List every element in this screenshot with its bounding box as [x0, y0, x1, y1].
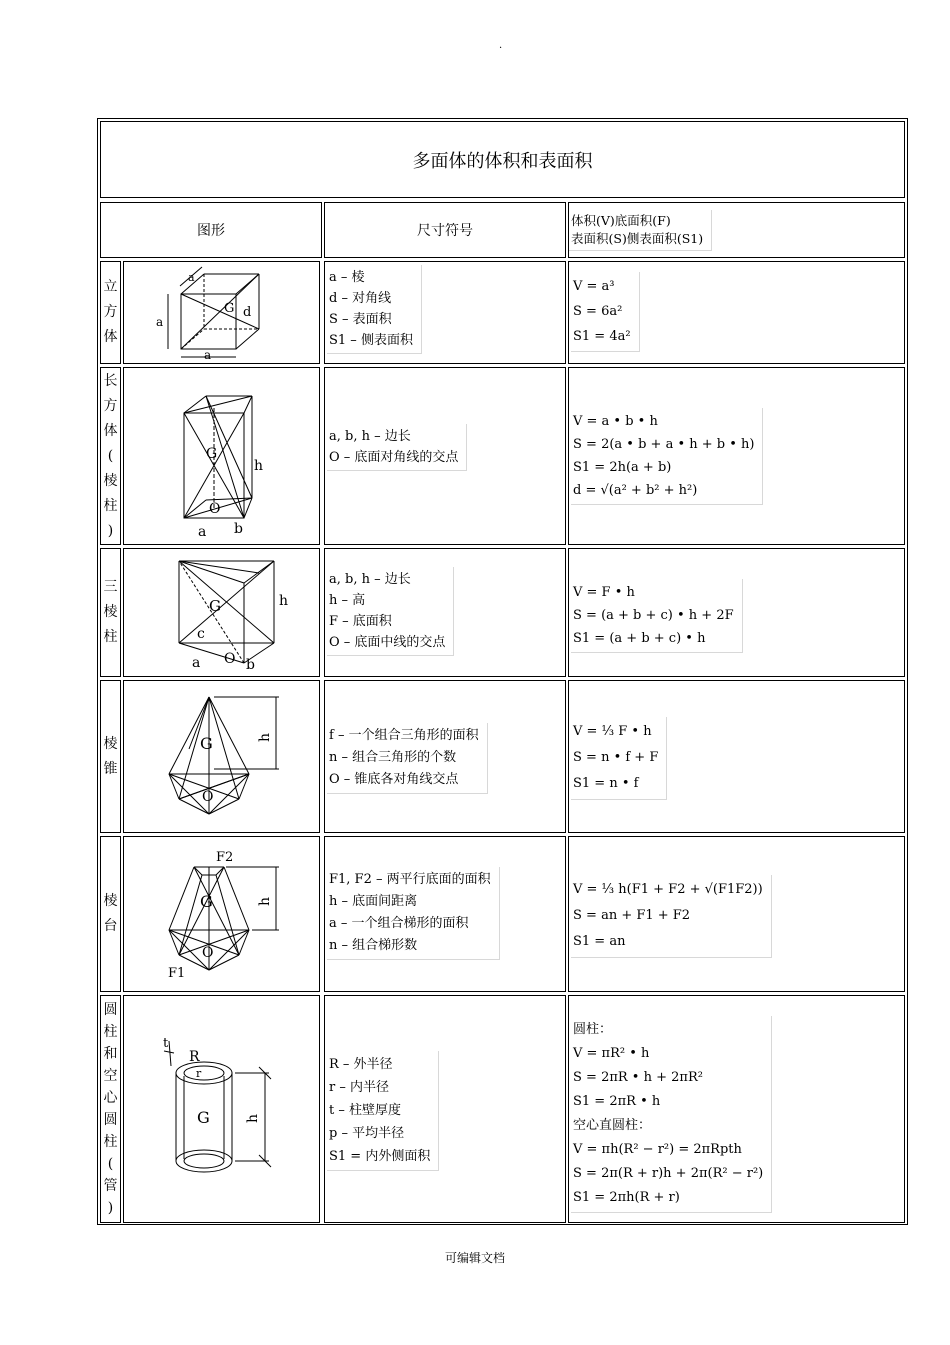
- pyramid-label-h: h: [257, 732, 273, 742]
- row-name-char: 柱: [103, 1024, 118, 1040]
- formulas-cuboid: [571, 408, 763, 505]
- cuboid-label-b: b: [234, 521, 243, 537]
- row-name-triprism: [100, 548, 121, 677]
- row-name-pyramid: [100, 680, 121, 833]
- symbol-line: O – 底面对角线的交点: [329, 450, 459, 465]
- cylinder-label-h: h: [245, 1113, 261, 1123]
- formula-line: S1 = n • f: [573, 776, 639, 791]
- row-name-char: 柱: [103, 497, 118, 514]
- frustum-figure: [164, 845, 309, 985]
- triprism-label-g: G: [209, 597, 221, 615]
- symbols-cuboid: [327, 424, 467, 471]
- symbol-line: r – 内半径: [329, 1080, 389, 1095]
- row-name-char: 棱: [103, 893, 118, 909]
- formula-line: S = 2π(R + r)h + 2π(R² − r²): [573, 1166, 764, 1181]
- symbol-line: a, b, h – 边长: [329, 429, 411, 444]
- row-name-char: (: [107, 447, 114, 464]
- formula-line: S = 2πR • h + 2πR²: [573, 1070, 703, 1085]
- triprism-label-a: a: [192, 655, 201, 671]
- cuboid-diagram: [154, 388, 304, 538]
- cuboid-label-o: O: [209, 501, 221, 517]
- header-formulas-line1: 体积(V)底面积(F): [571, 212, 671, 228]
- symbols-cell-cube: [324, 261, 566, 364]
- formula-line: S = 6a²: [573, 304, 623, 319]
- formulas-pyramid: [571, 717, 667, 800]
- triprism-diagram: [164, 553, 304, 675]
- formulas-cell-cuboid: [568, 367, 905, 545]
- row-name-frustum: [100, 836, 121, 992]
- symbol-line: S1 – 侧表面积: [329, 333, 413, 348]
- figure-cell-cylinder: [123, 995, 320, 1223]
- cube-label-a-left: a: [156, 315, 164, 329]
- cuboid-figure: [154, 388, 304, 538]
- formula-line: S = 2(a • b + a • h + b • h): [573, 437, 755, 452]
- symbol-line: O – 底面中线的交点: [329, 635, 446, 650]
- row-name-char: 管: [103, 1178, 118, 1194]
- symbols-cell-triprism: [324, 548, 566, 677]
- row-name-char: 空: [103, 1068, 118, 1084]
- frustum-label-o: O: [202, 945, 214, 961]
- row-name-char: 棱: [103, 735, 118, 752]
- table-title: 多面体的体积和表面积: [100, 121, 905, 198]
- formula-line: V = πR² • h: [573, 1046, 650, 1061]
- cube-diagram: [146, 264, 316, 361]
- pyramid-figure: [164, 689, 309, 829]
- pyramid-diagram: [164, 689, 309, 829]
- formulas-cylinder: [571, 1016, 772, 1213]
- symbol-line: n – 组合三角形的个数: [329, 750, 457, 765]
- symbol-line: n – 组合梯形数: [329, 938, 418, 953]
- formula-line: V = ⅓ h(F1 + F2 + √(F1F2)): [573, 882, 763, 897]
- symbol-line: h – 高: [329, 593, 366, 608]
- cube-label-g: G: [224, 301, 235, 316]
- cube-label-a-bottom: a: [204, 348, 212, 361]
- page-mark: .: [499, 40, 503, 51]
- row-name-cube: [100, 261, 121, 364]
- row-name-char: 体: [103, 422, 118, 439]
- formula-line: S1 = (a + b + c) • h: [573, 631, 706, 646]
- row-name-char: 心: [103, 1090, 118, 1106]
- cuboid-label-g: G: [206, 446, 218, 462]
- row-name-char: 圆: [103, 1112, 118, 1128]
- cylinder-label-r-inner: r: [196, 1067, 202, 1080]
- row-name-char: 立: [103, 279, 118, 295]
- formulas-cube: [571, 272, 640, 352]
- cuboid-label-a: a: [198, 524, 207, 538]
- symbols-cell-pyramid: [324, 680, 566, 833]
- row-name-char: 柱: [103, 629, 118, 645]
- row-name-char: 柱: [103, 1134, 118, 1150]
- frustum-diagram: [164, 845, 309, 985]
- header-symbols: 尺寸符号: [324, 202, 566, 258]
- symbol-line: a, b, h – 边长: [329, 572, 411, 587]
- cylinder-diagram: [159, 1031, 299, 1191]
- triprism-label-b: b: [246, 657, 255, 673]
- formula-line: V = F • h: [573, 585, 635, 600]
- symbol-line: F – 底面积: [329, 614, 392, 629]
- symbol-line: S – 表面积: [329, 312, 392, 327]
- symbols-cell-cuboid: [324, 367, 566, 545]
- symbol-line: d – 对角线: [329, 291, 392, 306]
- row-name-char: 方: [103, 304, 118, 320]
- row-name-char: 棱: [103, 604, 118, 620]
- formula-line: d = √(a² + b² + h²): [573, 483, 698, 498]
- formulas-cell-triprism: [568, 548, 905, 677]
- formula-line: V = πh(R² − r²) = 2πRpth: [573, 1142, 742, 1157]
- cube-label-d: d: [243, 305, 252, 320]
- formulas-cell-frustum: [568, 836, 905, 992]
- symbols-cell-frustum: [324, 836, 566, 992]
- triprism-label-o: O: [224, 651, 236, 667]
- formula-line: S1 = an: [573, 934, 626, 949]
- row-name-cuboid: [100, 367, 121, 545]
- formula-line: V = ⅓ F • h: [573, 724, 652, 739]
- symbols-cube: [327, 265, 422, 354]
- symbol-line: a – 一个组合梯形的面积: [329, 916, 469, 931]
- symbol-line: S1 = 内外侧面积: [329, 1149, 431, 1164]
- formula-line: S1 = 2h(a + b): [573, 460, 672, 475]
- frustum-label-g: G: [200, 892, 213, 911]
- formulas-frustum: [571, 875, 772, 958]
- symbol-line: F1, F2 – 两平行底面的面积: [329, 872, 491, 887]
- symbol-line: p – 平均半径: [329, 1126, 405, 1141]
- symbol-line: O – 锥底各对角线交点: [329, 772, 459, 787]
- row-name-char: 长: [103, 372, 118, 389]
- symbol-line: R – 外半径: [329, 1057, 393, 1072]
- symbols-pyramid: [327, 723, 488, 794]
- formula-line: V = a • b • h: [573, 414, 658, 429]
- row-name-char: 体: [103, 329, 118, 345]
- frustum-label-f1: F1: [168, 966, 186, 981]
- symbol-line: h – 底面间距离: [329, 894, 418, 909]
- frustum-label-f2: F2: [216, 850, 234, 865]
- formulas-cell-pyramid: [568, 680, 905, 833]
- header-formulas: [568, 202, 905, 258]
- symbol-line: t – 柱壁厚度: [329, 1103, 401, 1118]
- header-formulas-line2: 表面积(S)侧表面积(S1): [571, 230, 704, 246]
- formulas-triprism: [571, 579, 743, 653]
- cylinder-label-r-outer: R: [189, 1049, 200, 1065]
- row-name-char: 三: [103, 579, 118, 595]
- cylinder-figure: [159, 1031, 299, 1191]
- row-name-char: 棱: [103, 472, 118, 489]
- figure-cell-cuboid: [123, 367, 320, 545]
- formula-line: V = a³: [573, 279, 615, 294]
- row-name-char: 台: [103, 918, 118, 934]
- cube-figure: [146, 264, 316, 361]
- formula-table: [97, 118, 908, 1225]
- page-footer: 可编辑文档: [444, 1251, 505, 1265]
- frustum-label-h: h: [257, 896, 273, 906]
- formula-line: S1 = 2πR • h: [573, 1094, 661, 1109]
- triprism-label-c: c: [197, 626, 205, 642]
- symbol-line: a – 棱: [329, 270, 365, 285]
- formula-line: S = an + F1 + F2: [573, 908, 691, 923]
- figure-cell-cube: [123, 261, 320, 364]
- row-name-char: ): [107, 1200, 114, 1216]
- symbols-cell-cylinder: [324, 995, 566, 1223]
- cylinder-label-g: G: [197, 1108, 210, 1127]
- cube-label-a-top: a: [188, 271, 195, 284]
- symbols-cylinder: [327, 1051, 439, 1171]
- row-name-char: 和: [103, 1046, 118, 1062]
- row-name-char: 方: [103, 397, 118, 414]
- formula-line: S1 = 4a²: [573, 329, 631, 344]
- formula-line: S = n • f + F: [573, 750, 659, 765]
- symbols-triprism: [327, 567, 454, 656]
- formula-line: 圆柱：: [573, 1022, 613, 1037]
- formula-line: S = (a + b + c) • h + 2F: [573, 608, 734, 623]
- header-formulas-block: [569, 210, 712, 251]
- triprism-figure: [164, 553, 304, 675]
- row-name-char: 圆: [103, 1002, 118, 1018]
- figure-cell-triprism: [123, 548, 320, 677]
- figure-cell-pyramid: [123, 680, 320, 833]
- symbol-line: f – 一个组合三角形的面积: [329, 728, 479, 743]
- row-name-cylinder: [100, 995, 121, 1223]
- cylinder-label-t: t: [163, 1036, 169, 1051]
- triprism-label-h: h: [279, 593, 289, 609]
- cuboid-label-h: h: [254, 458, 264, 474]
- formula-line: S1 = 2πh(R + r): [573, 1190, 680, 1205]
- pyramid-label-o: O: [202, 789, 214, 805]
- formulas-cell-cube: [568, 261, 905, 364]
- figure-cell-frustum: [123, 836, 320, 992]
- row-name-char: (: [107, 1156, 114, 1172]
- formulas-cell-cylinder: [568, 995, 905, 1223]
- pyramid-label-g: G: [200, 734, 213, 753]
- row-name-char: 锥: [103, 760, 118, 777]
- row-name-char: ): [107, 522, 114, 539]
- symbols-frustum: [327, 867, 500, 960]
- formula-line: 空心直圆柱：: [573, 1118, 652, 1133]
- header-figure: 图形: [100, 202, 322, 258]
